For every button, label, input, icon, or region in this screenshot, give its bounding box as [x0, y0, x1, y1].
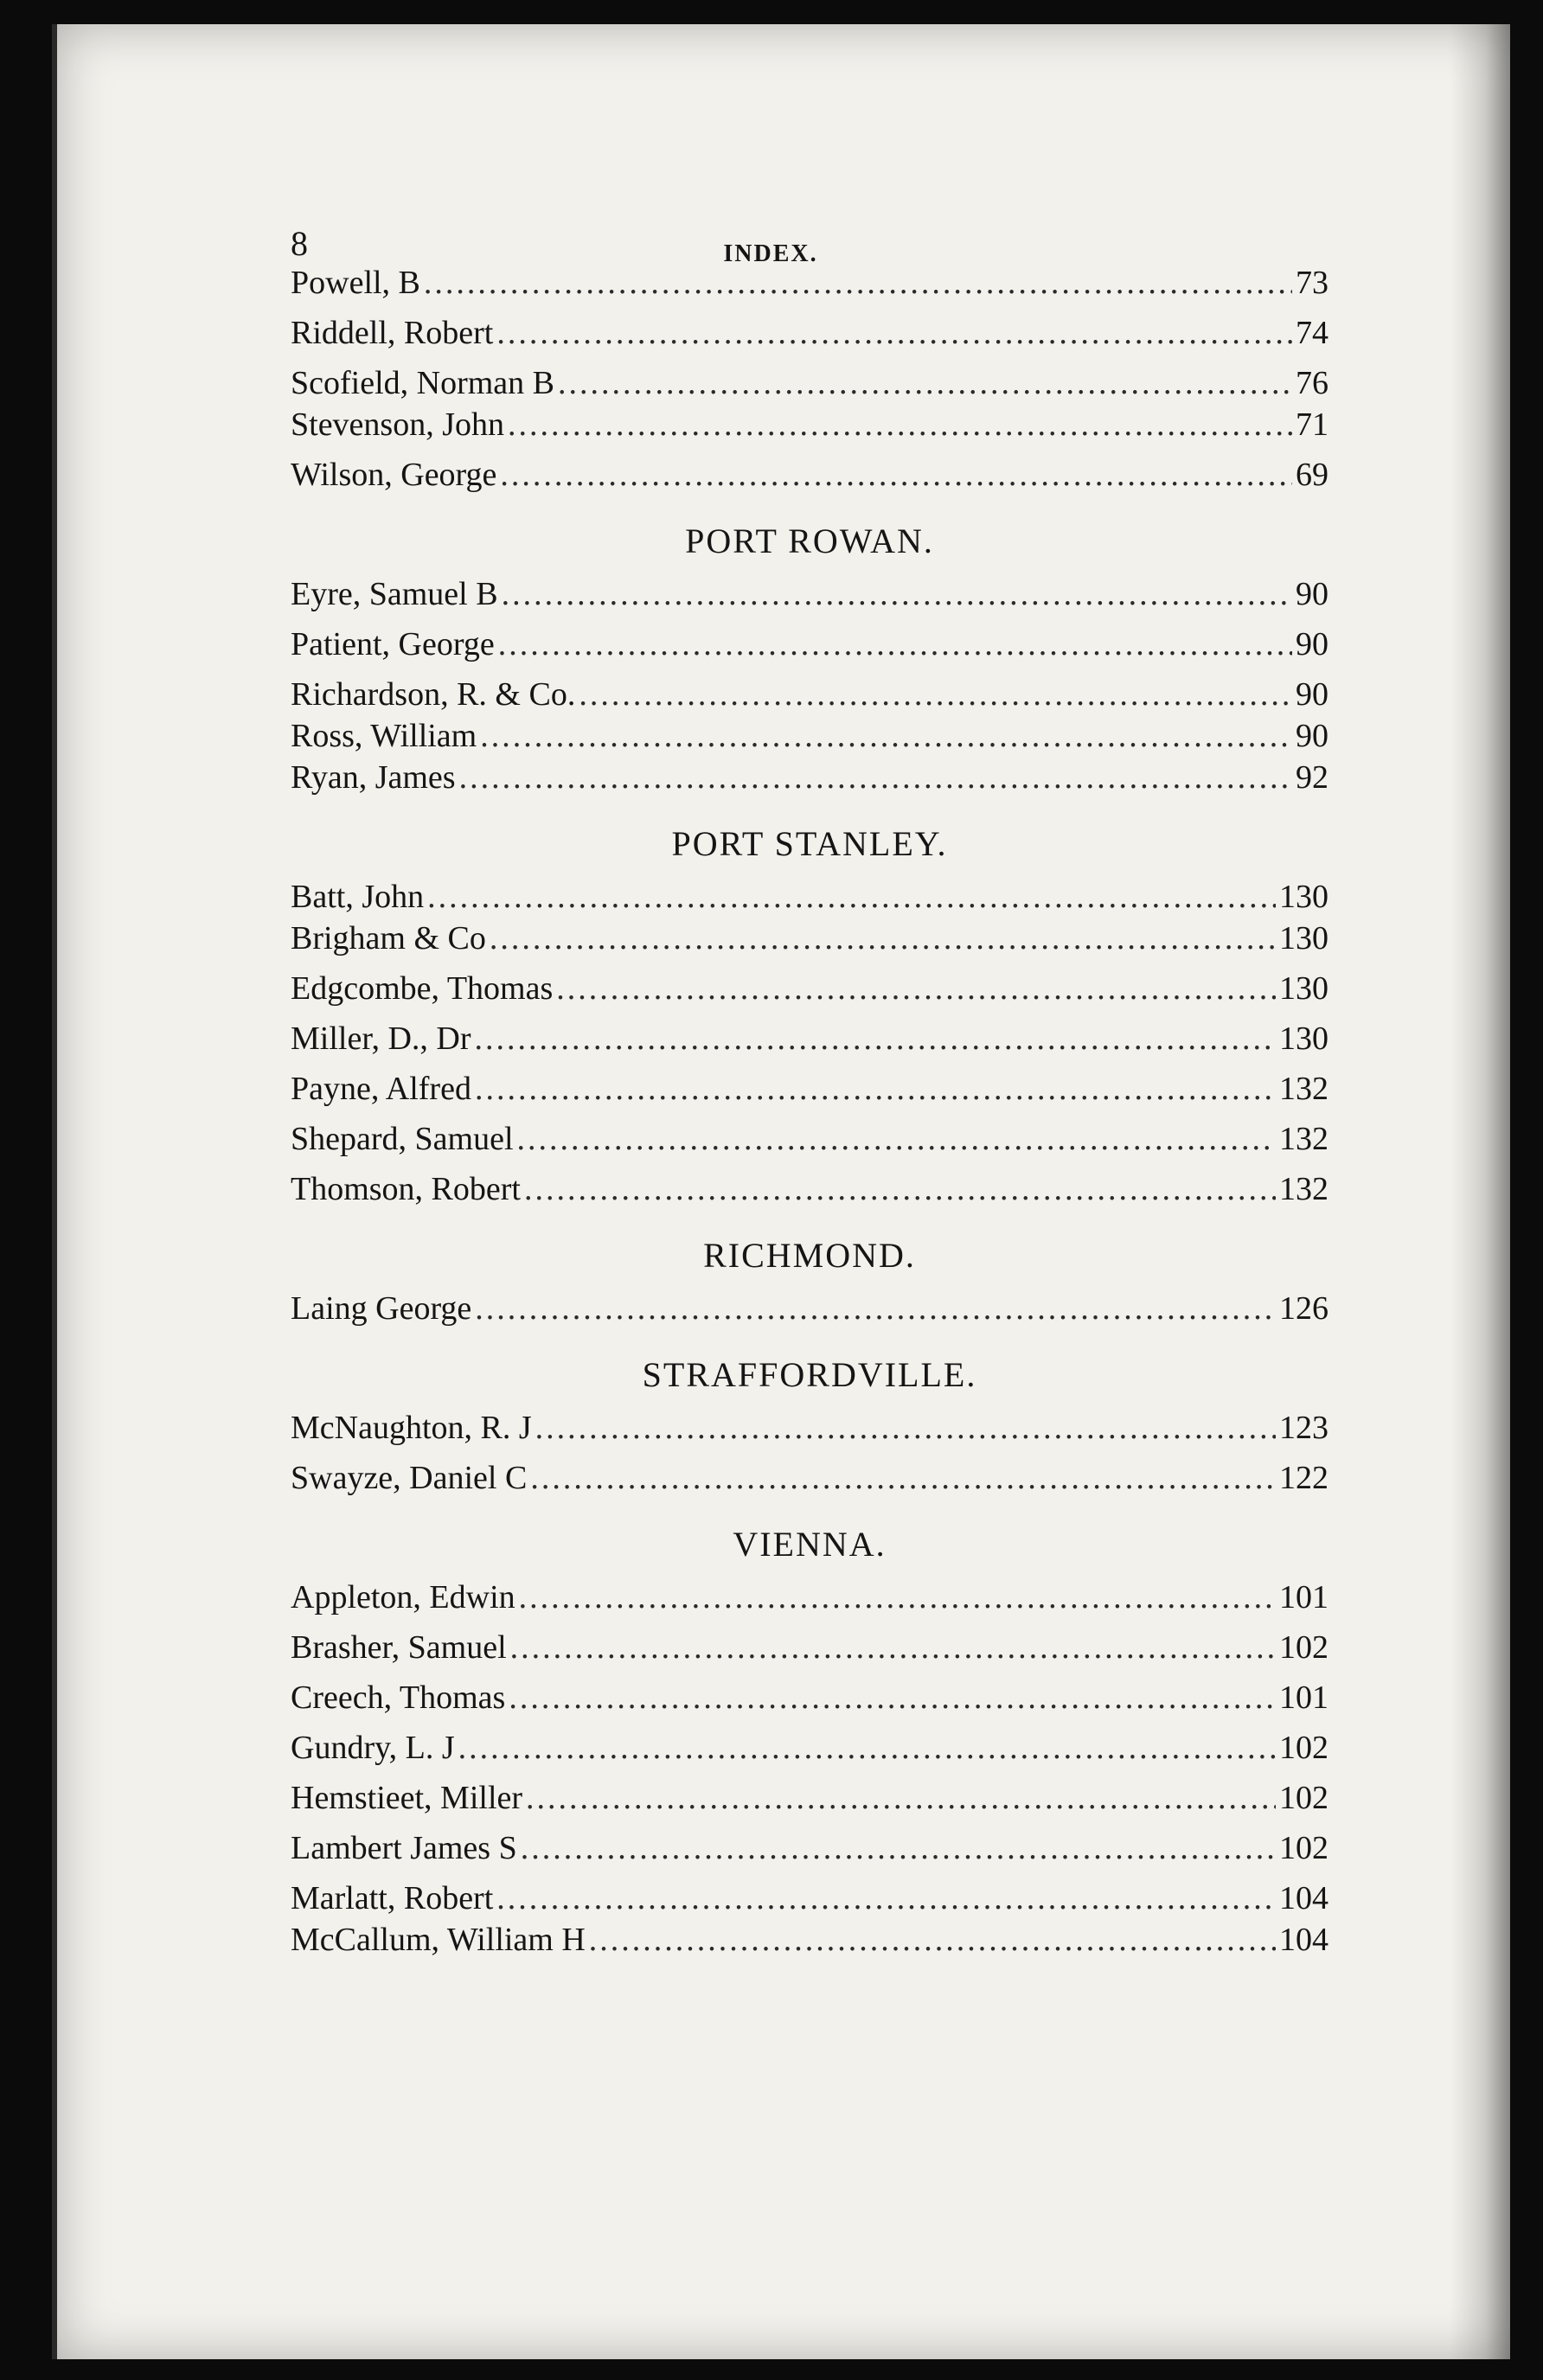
index-entry — [291, 1681, 1329, 1731]
entry-name: Riddell, Robert — [291, 315, 494, 351]
entry-page-number: 102 — [1279, 1629, 1329, 1666]
entry-page-number: 90 — [1296, 676, 1329, 713]
entry-name: Batt, John — [291, 879, 425, 915]
index-entry — [291, 972, 1329, 1022]
dot-leader — [427, 880, 1276, 913]
entry-page-number: 102 — [1279, 1780, 1329, 1816]
entry-page-number: 104 — [1279, 1922, 1329, 1958]
entry-page-number: 130 — [1279, 920, 1329, 956]
entry-name: Lambert James S — [291, 1830, 517, 1866]
entry-name: Scofield, Norman B — [291, 365, 555, 401]
dot-leader — [510, 1631, 1276, 1664]
index-entry — [291, 1782, 1329, 1832]
running-head — [213, 206, 1329, 266]
dot-leader — [475, 1072, 1276, 1105]
index-entry — [291, 880, 1329, 922]
index-entry — [291, 266, 1329, 317]
entry-page-number: 90 — [1296, 718, 1329, 754]
entry-page-number: 76 — [1296, 365, 1329, 401]
index-group — [213, 1354, 1329, 1512]
entry-name: Hemstieet, Miller — [291, 1780, 523, 1816]
entry-page-number: 90 — [1296, 626, 1329, 662]
dot-leader — [521, 1832, 1276, 1865]
entry-name: Patient, George — [291, 626, 495, 662]
entry-name: Edgcombe, Thomas — [291, 970, 554, 1007]
dot-leader — [496, 317, 1292, 349]
index-entry — [291, 1411, 1329, 1462]
entry-name: McNaughton, R. J — [291, 1410, 532, 1446]
entry-name: McCallum, William H — [291, 1922, 586, 1958]
dot-leader — [475, 1292, 1276, 1325]
index-entry — [291, 1072, 1329, 1123]
entry-name: Creech, Thomas — [291, 1679, 506, 1716]
section-heading: RICHMOND. — [703, 1236, 916, 1275]
entry-name: Swayze, Daniel C — [291, 1460, 528, 1496]
index-entry — [291, 922, 1329, 972]
entry-name: Thomson, Robert — [291, 1171, 521, 1207]
entry-page-number: 104 — [1279, 1880, 1329, 1916]
entry-name: Gundry, L. J — [291, 1730, 455, 1766]
index-entry — [291, 367, 1329, 408]
index-entry — [291, 1022, 1329, 1072]
dot-leader — [517, 1123, 1276, 1155]
entry-page-number: 101 — [1279, 1579, 1329, 1615]
entry-page-number: 132 — [1279, 1071, 1329, 1107]
section-heading: PORT ROWAN. — [685, 521, 934, 560]
index-entry — [291, 1882, 1329, 1923]
dot-leader — [496, 1882, 1276, 1915]
section-heading: VIENNA. — [733, 1525, 887, 1564]
entry-name: Stevenson, John — [291, 406, 504, 443]
page-fold-shadow — [1450, 24, 1510, 2359]
index-group — [213, 521, 1329, 811]
dot-leader — [589, 1923, 1276, 1956]
index-content — [213, 206, 1329, 1974]
entry-name: Appleton, Edwin — [291, 1579, 515, 1615]
dot-leader — [579, 678, 1292, 711]
entry-page-number: 73 — [1296, 265, 1329, 301]
entry-name: Wilson, George — [291, 457, 497, 493]
page-number: 8 — [291, 224, 308, 263]
index-entry — [291, 317, 1329, 367]
entry-page-number: 122 — [1279, 1460, 1329, 1496]
entry-page-number: 130 — [1279, 970, 1329, 1007]
entry-name: Miller, D., Dr — [291, 1020, 471, 1057]
dot-leader — [509, 1681, 1276, 1714]
dot-leader — [480, 720, 1292, 752]
index-entry — [291, 1631, 1329, 1681]
dot-leader — [424, 266, 1292, 299]
index-entry — [291, 408, 1329, 458]
entry-name: Powell, B — [291, 265, 420, 301]
entry-page-number: 71 — [1296, 406, 1329, 443]
dot-leader — [490, 922, 1276, 955]
entry-name: Shepard, Samuel — [291, 1121, 514, 1157]
entry-page-number: 102 — [1279, 1830, 1329, 1866]
index-entry — [291, 761, 1329, 811]
entry-page-number: 130 — [1279, 1020, 1329, 1057]
index-group — [213, 823, 1329, 1223]
index-group — [213, 1524, 1329, 1974]
index-entry — [291, 1292, 1329, 1342]
index-entry — [291, 720, 1329, 761]
dot-leader — [558, 367, 1292, 400]
section-heading: STRAFFORDVILLE. — [642, 1355, 977, 1394]
dot-leader — [535, 1411, 1276, 1444]
index-groups — [213, 266, 1329, 1974]
entry-page-number: 130 — [1279, 879, 1329, 915]
entry-name: Eyre, Samuel B — [291, 576, 498, 612]
index-group — [213, 266, 1329, 509]
entry-name: Marlatt, Robert — [291, 1880, 494, 1916]
index-entry — [291, 458, 1329, 509]
entry-page-number: 126 — [1279, 1290, 1329, 1327]
index-entry — [291, 1173, 1329, 1223]
dot-leader — [502, 578, 1292, 611]
dot-leader — [459, 761, 1292, 794]
dot-leader — [508, 408, 1292, 441]
index-entry — [291, 1123, 1329, 1173]
index-entry — [291, 1731, 1329, 1782]
dot-leader — [556, 972, 1276, 1005]
dot-leader — [526, 1782, 1276, 1814]
index-group — [213, 1235, 1329, 1342]
entry-name: Richardson, R. & Co. — [291, 676, 576, 713]
entry-page-number: 132 — [1279, 1121, 1329, 1157]
entry-name: Brasher, Samuel — [291, 1629, 507, 1666]
entry-page-number: 90 — [1296, 576, 1329, 612]
entry-page-number: 69 — [1296, 457, 1329, 493]
index-entry — [291, 1832, 1329, 1882]
dot-leader — [475, 1022, 1277, 1055]
index-entry — [291, 578, 1329, 628]
entry-name: Ross, William — [291, 718, 477, 754]
index-entry — [291, 628, 1329, 678]
dot-leader — [519, 1581, 1276, 1614]
entry-page-number: 92 — [1296, 759, 1329, 796]
index-entry — [291, 1923, 1329, 1974]
entry-page-number: 132 — [1279, 1171, 1329, 1207]
dot-leader — [500, 458, 1292, 491]
book-page — [52, 24, 1510, 2359]
dot-leader — [498, 628, 1292, 661]
index-entry — [291, 1581, 1329, 1631]
entry-name: Ryan, James — [291, 759, 456, 796]
index-entry — [291, 1462, 1329, 1512]
entry-name: Payne, Alfred — [291, 1071, 471, 1107]
entry-name: Brigham & Co — [291, 920, 486, 956]
entry-page-number: 102 — [1279, 1730, 1329, 1766]
entry-page-number: 101 — [1279, 1679, 1329, 1716]
dot-leader — [524, 1173, 1276, 1206]
section-heading: PORT STANLEY. — [671, 824, 948, 863]
entry-page-number: 123 — [1279, 1410, 1329, 1446]
running-head-title: INDEX. — [723, 240, 818, 267]
index-entry — [291, 678, 1329, 720]
entry-name: Laing George — [291, 1290, 472, 1327]
dot-leader — [458, 1731, 1276, 1764]
entry-page-number: 74 — [1296, 315, 1329, 351]
dot-leader — [530, 1462, 1276, 1494]
